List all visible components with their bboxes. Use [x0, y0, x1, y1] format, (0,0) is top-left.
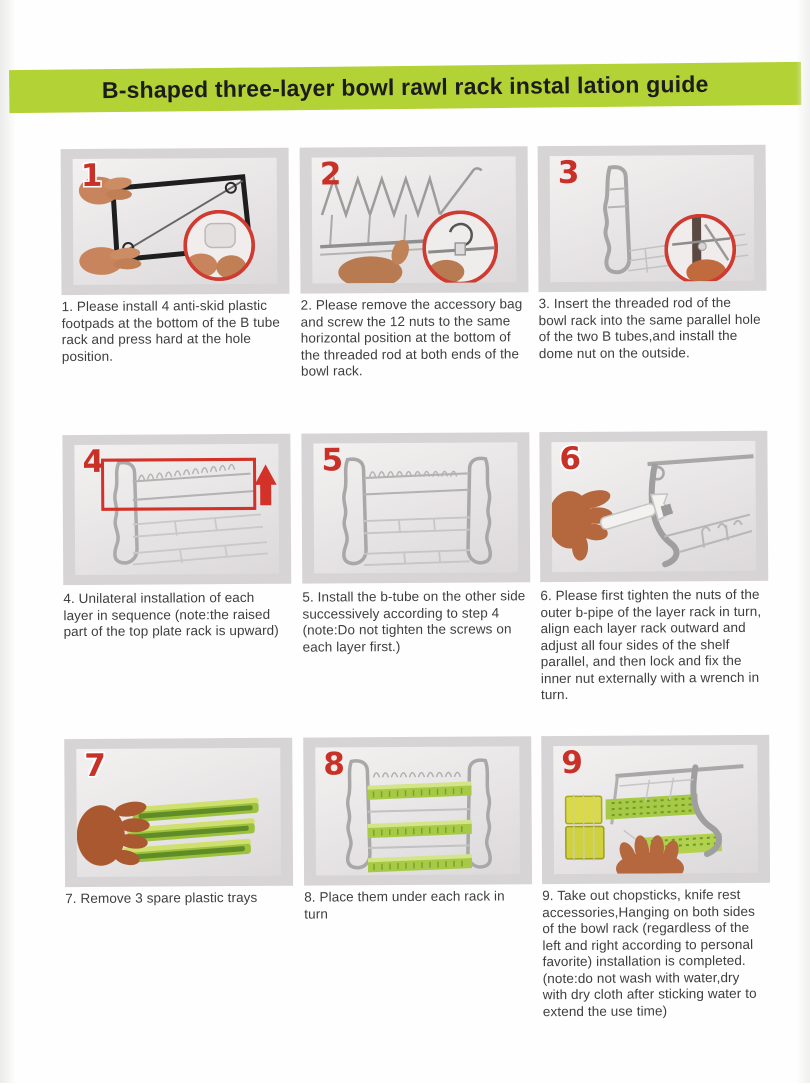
up-arrow	[255, 464, 277, 505]
unilateral-install-illustration	[74, 444, 279, 575]
both-sides-installed-illustration	[313, 442, 518, 573]
step-caption: 9. Take out chopsticks, knife rest accessories,Hanging on both sides of the bowl rack (regardless of the left and right according to personal favorite) installation is completed. (note:do not wash with water,dry with dry cloth after sticking water to extend the use time)	[542, 886, 757, 1019]
wrench-tightening-illustration	[551, 441, 756, 572]
assembled-rack-with-trays-illustration	[315, 746, 520, 875]
step-2-photo	[312, 156, 517, 283]
step-caption: 6. Please first tighten the nuts of the outer b-pipe of the layer rack in turn, align each layer rack outward and adjust all four sides of the shelf parallel, and then lock and fix the inner nut externally with a wrench in turn.	[540, 586, 762, 703]
step-caption: 7. Remove 3 spare plastic trays	[65, 889, 258, 907]
top-dish-wires	[373, 772, 460, 777]
zoom-inset-circle	[666, 216, 734, 283]
step-caption: 3. Insert the threaded rod of the bowl rack into the same parallel hole of the two B tubes,and install the dome nut on the outside.	[538, 295, 761, 361]
step-6	[539, 431, 769, 704]
accessories-hanging-illustration	[553, 745, 758, 874]
step-5-photo	[313, 442, 518, 573]
step-3-photo-panel	[538, 145, 767, 292]
step-1	[61, 148, 290, 365]
step-caption: 4. Unilateral installation of each layer in sequence (note:the raised part of the top plate rack is upward)	[63, 589, 279, 640]
step-5-photo-panel	[301, 432, 530, 583]
step-caption: 8. Place them under each rack in turn	[304, 888, 505, 922]
step-number: 1	[80, 157, 103, 194]
step-number: 3	[557, 154, 580, 192]
lower-layers	[133, 514, 268, 564]
tray-layers	[367, 781, 472, 872]
top-layer-wires	[133, 464, 255, 500]
step-8-photo-panel	[303, 736, 532, 885]
title-banner	[9, 62, 801, 113]
top-layer-wires	[364, 471, 470, 494]
step-8-photo	[315, 746, 520, 875]
step-8	[303, 736, 532, 922]
step-6-photo-panel	[539, 431, 768, 582]
step-caption: 2. Please remove the accessory bag and screw the 12 nuts to the same horizontal position at the bottom of the threaded rod at both ends of the bowl rack.	[300, 296, 523, 379]
step-number: 6	[559, 440, 582, 478]
b-tube-with-shelf-illustration	[550, 155, 755, 282]
step-number: 8	[323, 746, 346, 783]
step-4-photo	[74, 444, 279, 575]
nut-screwing-illustration	[312, 156, 517, 283]
step-number: 9	[561, 744, 584, 782]
step-number: 7	[84, 747, 107, 784]
middle-and-bottom-shelves	[364, 517, 470, 565]
highlight-rectangle	[102, 459, 254, 509]
step-1-photo-panel	[61, 148, 290, 295]
step-2-photo-panel	[300, 146, 529, 293]
accessory-boxes	[566, 794, 604, 861]
step-number: 2	[319, 156, 342, 193]
step-1-photo	[73, 158, 278, 285]
footpad-install-illustration	[73, 158, 278, 285]
step-9	[541, 735, 771, 1020]
zoom-inset-circle	[424, 212, 496, 284]
step-9-photo	[553, 745, 758, 874]
step-6-photo	[551, 441, 756, 572]
step-3	[538, 145, 767, 362]
step-caption: 1. Please install 4 anti-skid plastic footpads at the bottom of the B tube rack and press hard at the hole position.	[61, 297, 280, 364]
step-4-photo-panel	[62, 434, 291, 585]
step-4	[62, 434, 291, 641]
page-title: B-shaped three-layer bowl rawl rack instal lation guide	[101, 70, 709, 104]
step-5	[301, 432, 530, 655]
step-9-photo-panel	[541, 735, 770, 884]
step-3-photo	[550, 155, 755, 282]
step-number: 4	[82, 443, 105, 480]
step-7	[64, 738, 293, 908]
upper-tray	[606, 794, 698, 820]
zoom-inset-circle	[185, 211, 253, 279]
step-2	[300, 146, 529, 380]
lower-hand	[79, 246, 141, 275]
step-7-photo-panel	[64, 738, 293, 887]
step-number: 5	[321, 442, 344, 479]
step-7-photo	[76, 748, 281, 877]
step-caption: 5. Install the b-tube on the other side successively according to step 4 (note:Do not tighten the screws on each layer first.)	[302, 588, 526, 655]
green-trays-illustration	[76, 748, 281, 877]
